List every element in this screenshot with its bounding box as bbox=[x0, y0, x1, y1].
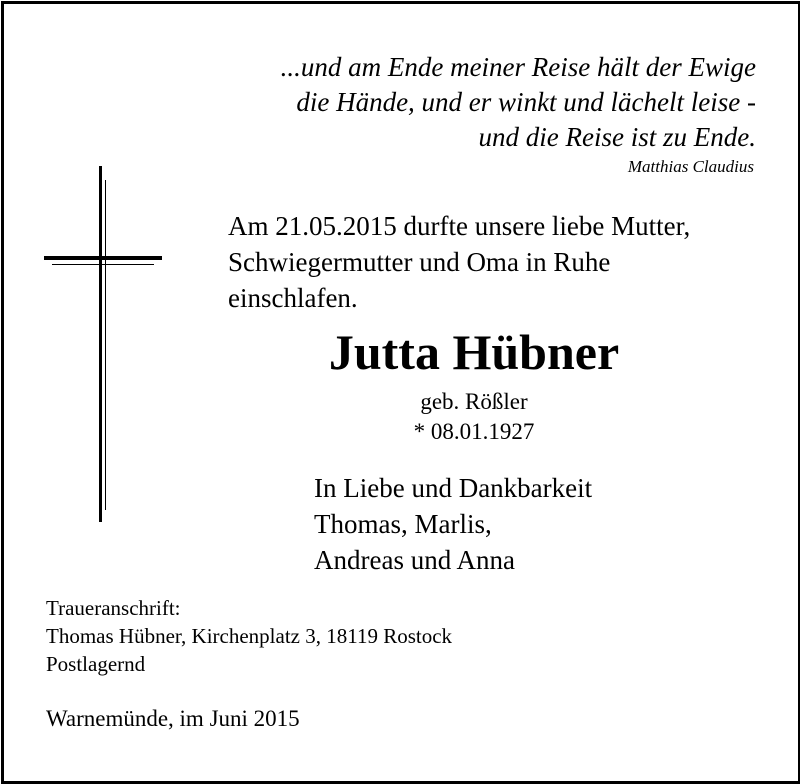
cross-horizontal-beam bbox=[44, 256, 162, 260]
announcement-line: einschlafen. bbox=[228, 283, 358, 313]
announcement-line: Am 21.05.2015 durfte unsere liebe Mutter, bbox=[228, 211, 691, 241]
poem-quote bbox=[281, 50, 756, 155]
mourners-line: In Liebe und Dankbarkeit bbox=[314, 473, 593, 503]
birth-date: * 08.01.1927 bbox=[413, 419, 535, 444]
death-announcement bbox=[228, 208, 690, 316]
birth-name: geb. Rößler bbox=[420, 389, 528, 414]
place-and-date: Warnemünde, im Juni 2015 bbox=[46, 706, 300, 731]
quote-line: und die Reise ist zu Ende. bbox=[478, 122, 756, 152]
mourners-line: Thomas, Marlis, bbox=[314, 509, 492, 539]
mourners-block bbox=[314, 470, 592, 578]
address-line: Thomas Hübner, Kirchenplatz 3, 18119 Rostock bbox=[46, 624, 453, 648]
mourning-address bbox=[46, 594, 452, 678]
announcement-line: Schwiegermutter und Oma in Ruhe bbox=[228, 247, 611, 277]
deceased-name: Jutta Hübner bbox=[328, 324, 620, 380]
address-label: Traueranschrift: bbox=[46, 596, 181, 620]
quote-author: Matthias Claudius bbox=[627, 157, 754, 176]
cross-horizontal-shadow bbox=[52, 264, 154, 265]
address-line: Postlagernd bbox=[46, 652, 146, 676]
quote-line: ...und am Ende meiner Reise hält der Ewige bbox=[280, 52, 756, 82]
mourners-line: Andreas und Anna bbox=[314, 545, 515, 575]
quote-line: die Hände, und er winkt und lächelt leise - bbox=[296, 87, 756, 117]
